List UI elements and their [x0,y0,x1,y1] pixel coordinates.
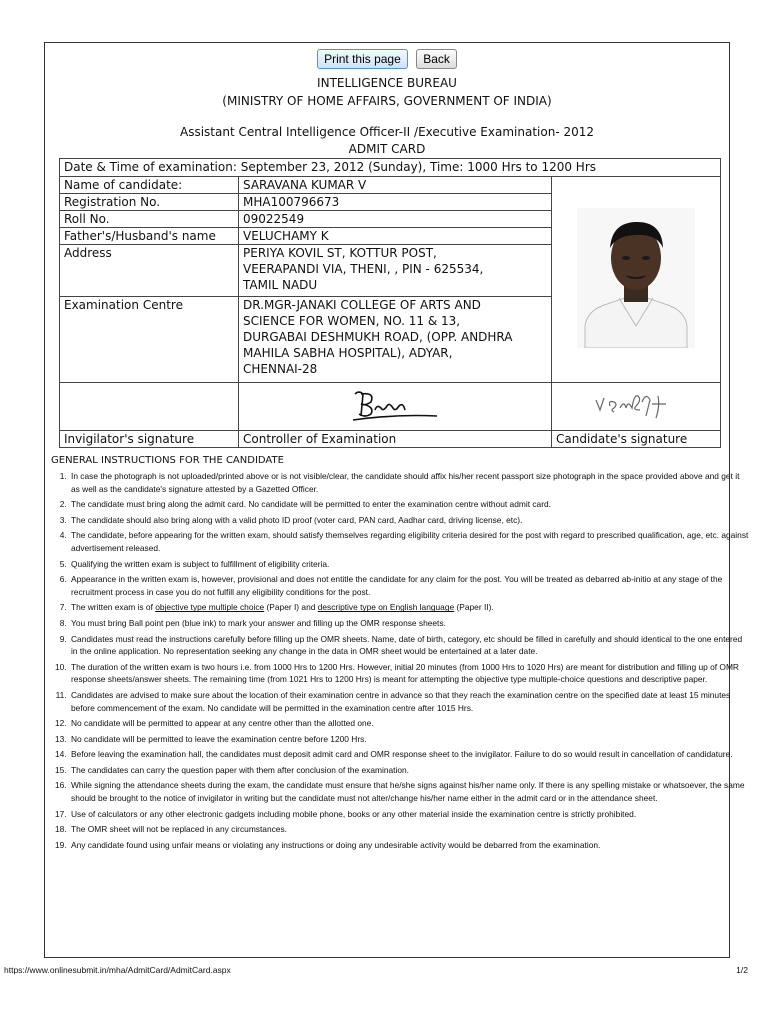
print-button[interactable]: Print this page [317,49,408,69]
instructions-list [47,470,749,854]
instruction-item: 13. No candidate will be permitted to leave the examination centre before 1200 Hrs. [69,733,749,746]
instruction-item: 17. Use of calculators or any other electronic gadgets including mobile phone, books or any other material inside the examination centre is strictly prohibited. [69,808,749,821]
centre-line: SCIENCE FOR WOMEN, NO. 11 & 13, [243,314,461,328]
registration-value: MHA100796673 [239,194,552,211]
instruction-item: 4. The candidate, before appearing for the written exam, should satisfy themselves regarding eligibility criteria desired for the post with regard to prescribed qualification, age, etc. against advertisement released. [69,529,749,554]
candidate-signature-box [552,383,721,431]
footer-url: https://www.onlinesubmit.in/mha/AdmitCard/AdmitCard.aspx [4,965,231,975]
photo-cell [552,177,721,383]
address-label: Address [60,245,239,297]
name-label: Name of candidate: [60,177,239,194]
instructions-title: GENERAL INSTRUCTIONS FOR THE CANDIDATE [51,455,284,466]
controller-label: Controller of Examination [239,431,552,448]
action-buttons [45,49,729,69]
candidate-photo [577,208,695,348]
roll-label: Roll No. [60,211,239,228]
datetime-row [60,159,721,177]
instruction-item: 14. Before leaving the examination hall, the candidates must deposit admit card and OMR response sheet to the invigilator. Failure to do so would result in cancellation of candidature. [69,748,749,761]
datetime-label: Date & Time of examination: [64,160,237,174]
instruction-item: 6. Appearance in the written exam is, however, provisional and does not entitle the candidate for any claim for the post. You will be treated as debarred ab-initio at any stage of the recruitment process in case you do not fulfill any eligibility conditions for the post. [69,573,749,598]
ministry-name: (MINISTRY OF HOME AFFAIRS, GOVERNMENT OF INDIA) [222,94,552,108]
instruction-item: 5. Qualifying the written exam is subject to fulfillment of eligibility criteria. [69,558,749,571]
paper-two-type: descriptive type on English language [317,602,455,613]
candidate-signature-label: Candidate's signature [552,431,721,448]
admit-card-page [44,42,749,958]
paper-one-type: objective type multiple choice [155,602,265,613]
roll-value: 09022549 [239,211,552,228]
exam-centre-label: Examination Centre [60,297,239,383]
centre-line: DR.MGR-JANAKI COLLEGE OF ARTS AND [243,298,481,312]
instruction-item: 8. You must bring Ball point pen (blue ink) to mark your answer and filling up the OMR response sheets. [69,617,749,630]
address-line: VEERAPANDI VIA, THENI, , PIN - 625534, [243,262,484,276]
instruction-text: (Paper I) and [264,602,318,613]
instruction-item: 1. In case the photograph is not uploaded/printed above or is not visible/clear, the candidate should affix his/her recent passport size photograph in the space provided above and get it as well as the candidate's signature attested by a Gazetted Officer. [69,470,749,495]
father-name-label: Father's/Husband's name [60,228,239,245]
instruction-item: 16. While signing the attendance sheets during the exam, the candidate must ensure that he/she signs against his/her name only. If there is any spelling mistake or whatsoever, the same should be brought to the notice of invigilator in writing but the candidate must not alter/change his/her name either in the admit card or in the attendance sheet. [69,779,749,804]
candidate-signature [586,386,686,424]
datetime-value: September 23, 2012 (Sunday), Time: 1000 Hrs to 1200 Hrs [240,160,597,174]
instruction-item: 15. The candidates can carry the question paper with them after conclusion of the examination. [69,764,749,777]
admit-card-table [59,158,721,448]
registration-label: Registration No. [60,194,239,211]
father-name-value: VELUCHAMY K [239,228,552,245]
instruction-item: 10. The duration of the written exam is two hours i.e. from 1000 Hrs to 1200 Hrs. However, initial 20 minutes (from 1000 Hrs to 1020 Hrs) are meant for distribution and filling up of OMR response sheets/answer sheets. The remaining time (from 1021 Hrs to 1200 Hrs) is meant for attempting the objective type multiple-choice questions and descriptive paper. [69,661,749,686]
instruction-item: 19. Any candidate found using unfair means or violating any instructions or doing any undesirable activity would be debarred from the examination. [69,839,749,852]
invigilator-signature-label: Invigilator's signature [60,431,239,448]
instruction-item: 18. The OMR sheet will not be replaced in any circumstances. [69,823,749,836]
instruction-item: 9. Candidates must read the instructions carefully before filling up the OMR sheets. Name, date of birth, category, etc should be filled in carefully and should identical to the one entered in the online application. No representation seeking any change in the data in OMR sheet would be entertained at a later date. [69,633,749,658]
centre-line: MAHILA SABHA HOSPITAL), ADYAR, [243,346,453,360]
instruction-item: 12. No candidate will be permitted to appear at any centre other than the allotted one. [69,717,749,730]
instruction-text: (Paper II). [454,602,494,613]
instruction-item [69,601,749,614]
instruction-text: The written exam is of [71,602,156,613]
centre-line: DURGABAI DESHMUKH ROAD, (OPP. ANDHRA [243,330,513,344]
controller-signature [345,386,445,424]
back-button[interactable]: Back [416,49,457,69]
address-value [239,245,552,297]
instruction-item: 3. The candidate should also bring along with a valid photo ID proof (voter card, PAN card, Aadhar card, driving license, etc). [69,514,749,527]
address-line: PERIYA KOVIL ST, KOTTUR POST, [243,246,437,260]
controller-signature-box [239,383,552,431]
exam-centre-value [239,297,552,383]
address-line: TAMIL NADU [243,278,318,292]
card-title: ADMIT CARD [348,142,426,156]
exam-name: Assistant Central Intelligence Officer-II /Executive Examination- 2012 [179,125,594,139]
instruction-item: 11. Candidates are advised to make sure about the location of their examination centre in advance so that they reach the examination centre on the specified date at least 15 minutes before commencement of the exam. No candidate will be permitted in the examination centre after 1015 Hrs. [69,689,749,714]
name-value: SARAVANA KUMAR V [239,177,552,194]
org-name: INTELLIGENCE BUREAU [317,76,457,90]
instruction-item: 2. The candidate must bring along the admit card. No candidate will be permitted to enter the examination centre without admit card. [69,498,749,511]
invigilator-signature-box [60,383,239,431]
footer-page-number: 1/2 [736,965,748,975]
centre-line: CHENNAI-28 [243,362,318,376]
